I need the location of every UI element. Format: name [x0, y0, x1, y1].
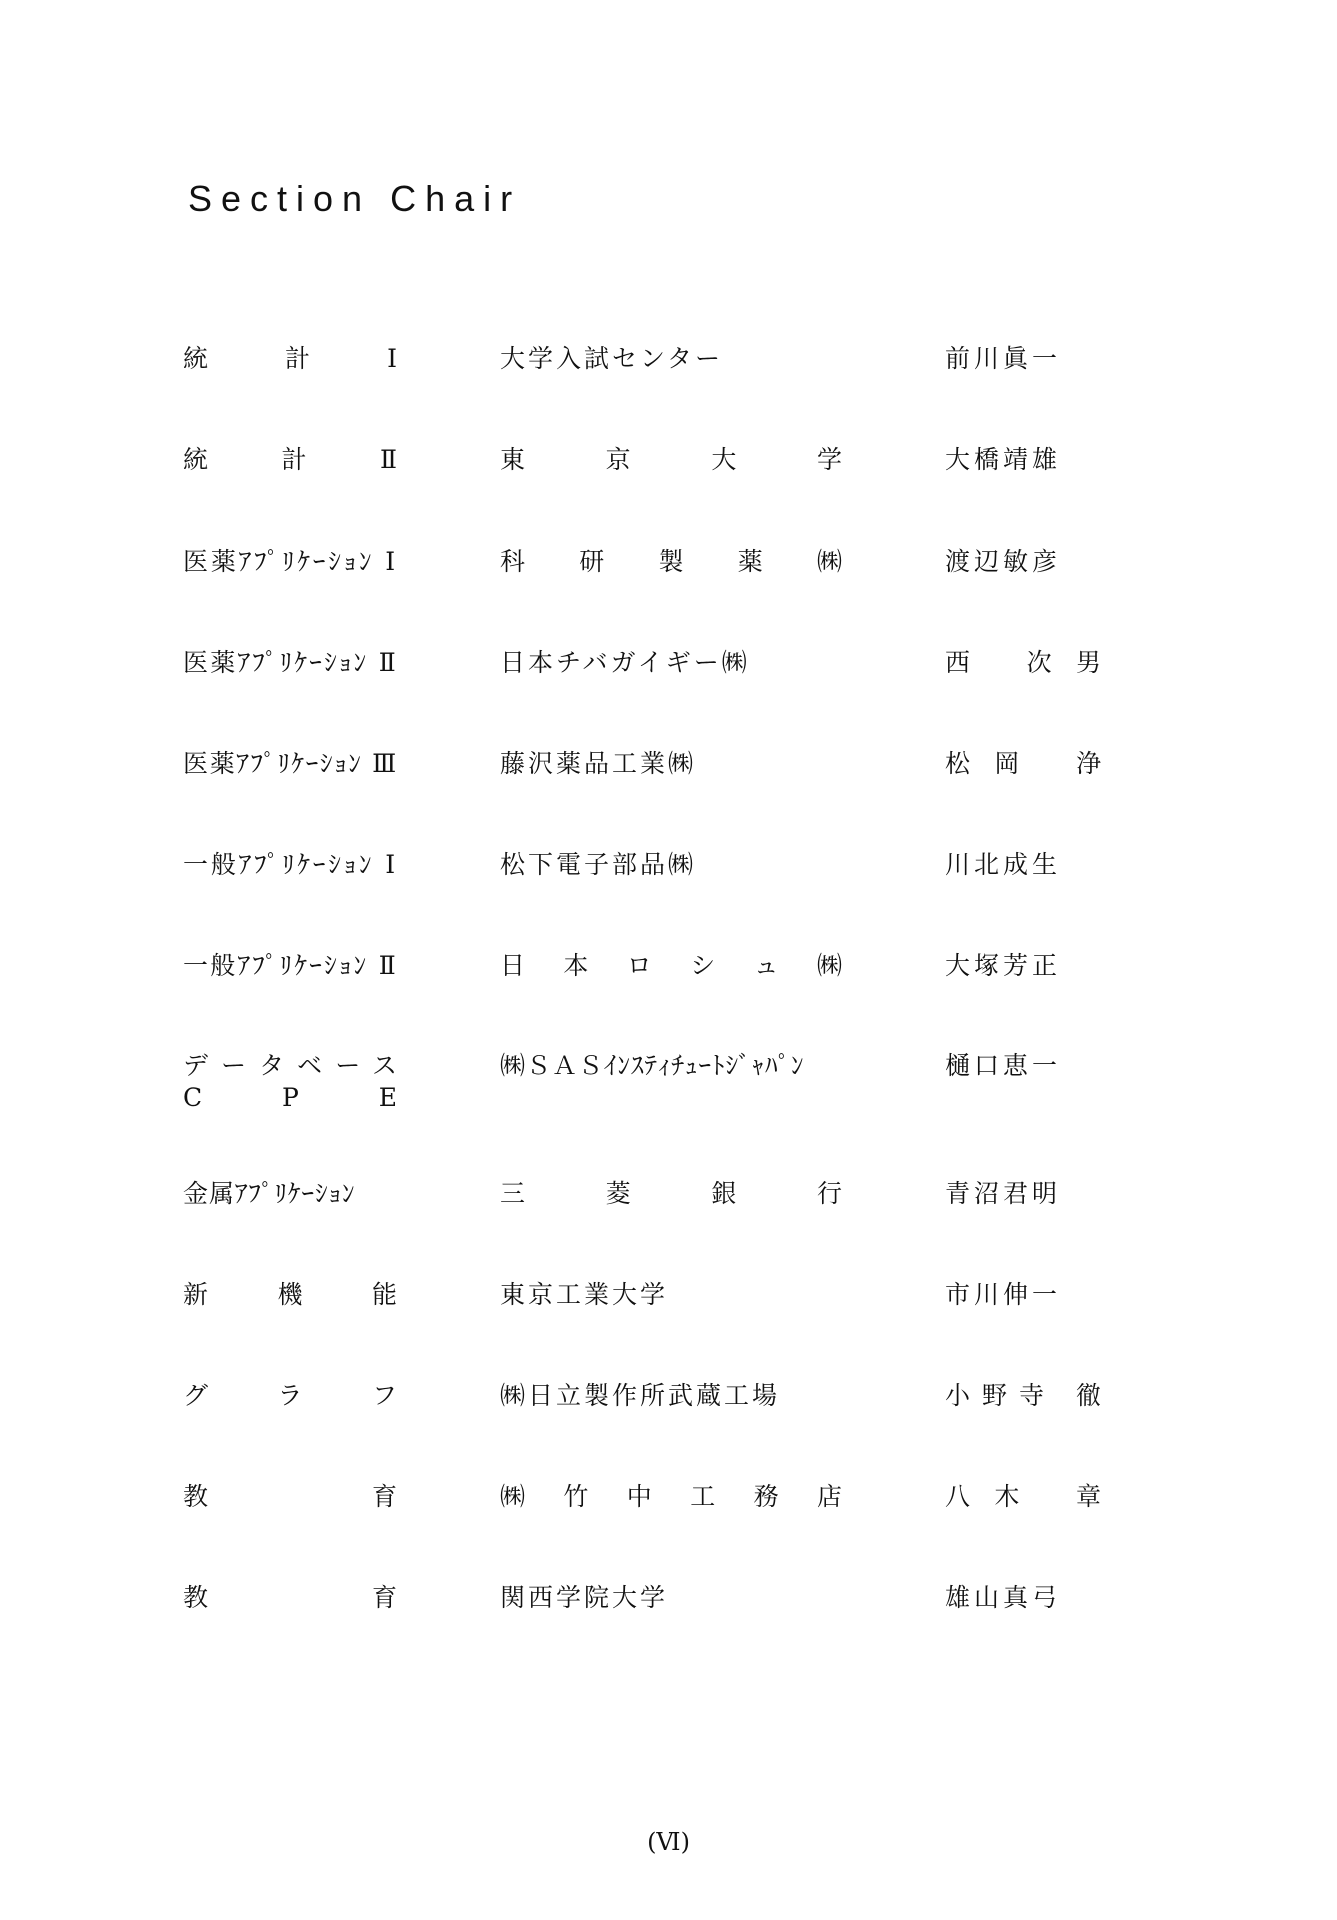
session-name: 医薬ｱﾌﾟﾘｹｰｼｮﾝ Ⅰ — [183, 547, 398, 576]
chair-name: 大塚芳正 — [945, 951, 1062, 980]
chair-row — [0, 1279, 1337, 1339]
session-name: 一般ｱﾌﾟﾘｹｰｼｮﾝ Ⅰ — [183, 850, 398, 879]
organization: ㈱日立製作所武蔵工場 — [500, 1381, 781, 1410]
organization: 東京工業大学 — [500, 1280, 669, 1309]
session-name: 一般ｱﾌﾟﾘｹｰｼｮﾝ Ⅱ — [183, 951, 398, 980]
chair-name: 八木 章 — [945, 1482, 1105, 1511]
session-name-line2: C P E — [183, 1083, 398, 1112]
session-name-line1: データベース — [183, 1051, 398, 1080]
chair-row — [0, 950, 1337, 1010]
chair-name: 前川眞一 — [945, 344, 1062, 373]
organization: 日 本 ロ シ ュ ㈱ — [500, 951, 845, 980]
chair-name: 小野寺 徹 — [945, 1381, 1105, 1410]
session-name: 金属ｱﾌﾟﾘｹｰｼｮﾝ — [183, 1179, 356, 1208]
chair-row — [0, 748, 1337, 808]
chair-name: 雄山真弓 — [945, 1583, 1062, 1612]
session-name: 医薬ｱﾌﾟﾘｹｰｼｮﾝ Ⅱ — [183, 648, 398, 677]
chair-name: 渡辺敏彦 — [945, 547, 1062, 576]
session-name: 新 機 能 — [183, 1280, 398, 1309]
session-name: 医薬ｱﾌﾟﾘｹｰｼｮﾝ Ⅲ — [183, 749, 398, 778]
chair-name: 市川伸一 — [945, 1280, 1062, 1309]
session-name: 教 育 — [183, 1583, 398, 1612]
page-number: (Ⅵ) — [647, 1828, 690, 1856]
session-name: 教 育 — [183, 1482, 398, 1511]
session-name: 統 計 Ⅰ — [183, 344, 398, 373]
chair-row — [0, 444, 1337, 504]
chair-row — [0, 647, 1337, 707]
chair-row — [0, 1481, 1337, 1541]
chair-name: 西 次男 — [945, 648, 1105, 677]
session-name: 統 計 Ⅱ — [183, 445, 398, 474]
chair-row — [0, 1050, 1337, 1130]
chair-row — [0, 546, 1337, 606]
chair-name: 大橋靖雄 — [945, 445, 1062, 474]
organization: 藤沢薬品工業㈱ — [500, 749, 697, 778]
organization: ㈱ＳＡＳｲﾝｽﾃｨﾁｭｰﾄｼﾞｬﾊﾟﾝ — [500, 1051, 805, 1080]
organization: 大学入試センター — [500, 344, 724, 373]
organization: 三 菱 銀 行 — [500, 1179, 845, 1208]
organization: 松下電子部品㈱ — [500, 850, 697, 879]
organization: ㈱ 竹 中 工 務 店 — [500, 1482, 845, 1511]
chair-name: 青沼君明 — [945, 1179, 1062, 1208]
session-name: グ ラ フ — [183, 1381, 398, 1410]
chair-row — [0, 1178, 1337, 1238]
organization: 日本チバガイギー㈱ — [500, 648, 750, 677]
session-name — [183, 1050, 398, 1130]
chair-name: 松岡 浄 — [945, 749, 1105, 778]
organization: 関西学院大学 — [500, 1583, 669, 1612]
organization: 科 研 製 薬 ㈱ — [500, 547, 845, 576]
chair-row — [0, 849, 1337, 909]
chair-row — [0, 1582, 1337, 1642]
chair-name: 樋口恵一 — [945, 1051, 1062, 1080]
chair-row — [0, 1380, 1337, 1440]
chair-row — [0, 343, 1337, 403]
page-title: Section Chair — [188, 178, 522, 219]
organization: 東 京 大 学 — [500, 445, 845, 474]
chair-name: 川北成生 — [945, 850, 1062, 879]
